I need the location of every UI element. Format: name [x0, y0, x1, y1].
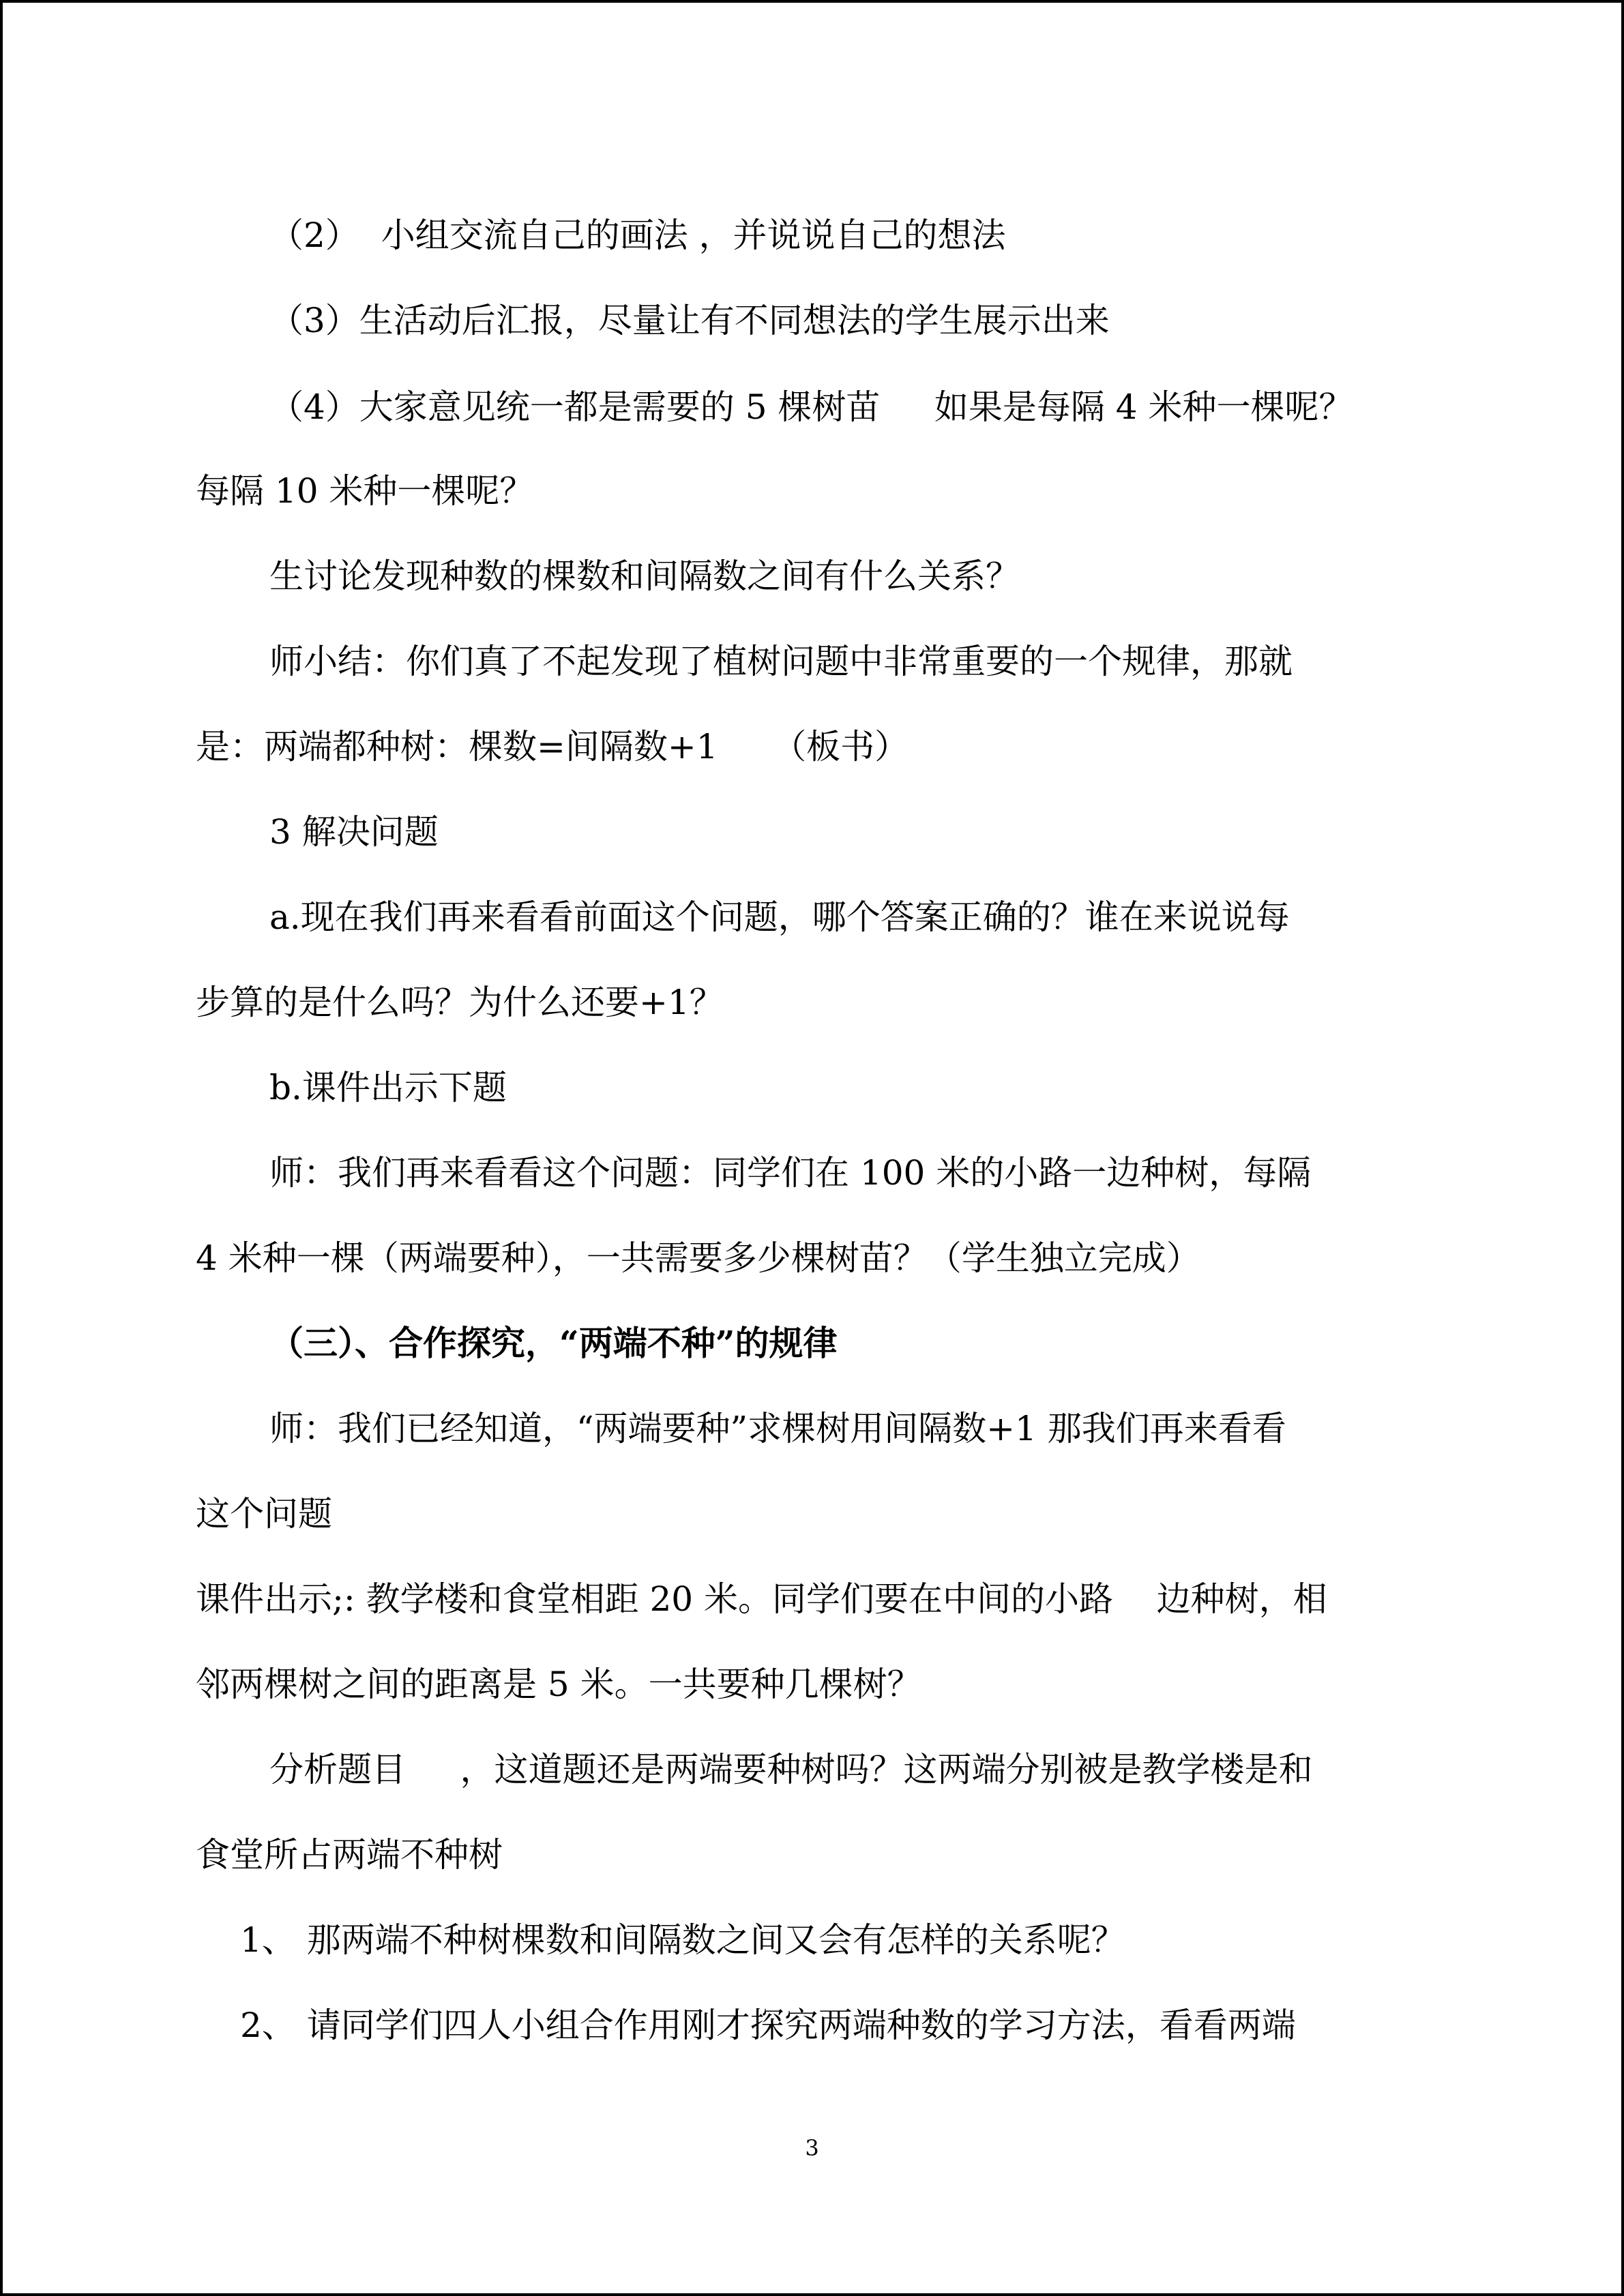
section-heading-3: （三）、合作探究，“两端不种”的规律	[269, 1323, 838, 1363]
list-item-1: 1、 那两端不种树棵数和间隔数之间又会有怎样的关系呢？	[240, 1920, 1125, 1960]
paragraph-teacher-summary: 师小结：你们真了不起发现了植树问题中非常重要的一个规律，那就	[269, 642, 1293, 681]
paragraph-analysis-cont: 食堂所占两端不种树	[196, 1835, 503, 1875]
page-number: 3	[805, 2135, 819, 2161]
paragraph-teacher-intro-cont: 这个问题	[196, 1494, 332, 1534]
paragraph-analysis: 分析题目 ，这道题还是两端要种树吗？这两端分别被是教学楼是和	[269, 1750, 1313, 1789]
paragraph-courseware-problem-cont: 邻两棵树之间的距离是 5 米。一共要种几棵树？	[196, 1665, 921, 1704]
paragraph-teacher-intro: 师：我们已经知道，“两端要种”求棵树用间隔数+1 那我们再来看看	[269, 1409, 1286, 1448]
heading-solve-problem: 3 解决问题	[269, 812, 439, 852]
paragraph-step-3: （3）生活动后汇报，尽量让有不同想法的学生展示出来	[269, 301, 1110, 340]
list-item-2: 2、 请同学们四人小组合作用刚才探究两端种数的学习方法，看看两端	[240, 2006, 1296, 2045]
paragraph-student-discussion: 生讨论发现种数的棵数和间隔数之间有什么关系？	[269, 556, 1020, 596]
paragraph-courseware-problem: 课件出示;: 教学楼和食堂相距 20 米。同学们要在中间的小路 边种树，相	[196, 1579, 1327, 1619]
paragraph-step-4: （4）大家意见统一都是需要的 5 棵树苗 如果是每隔 4 米种一棵呢？	[269, 387, 1353, 427]
paragraph-step-2: （2） 小组交流自己的画法 ，并说说自己的想法	[269, 215, 1006, 255]
paragraph-step-4-cont: 每隔 10 米种一棵呢？	[196, 471, 534, 511]
paragraph-teacher-question-cont: 4 米种一棵（两端要种），一共需要多少棵树苗？（学生独立完成）	[196, 1238, 1200, 1278]
paragraph-item-a-cont: 步算的是什么吗？为什么还要+1？	[196, 983, 724, 1022]
paragraph-item-b: b.课件出示下题	[269, 1068, 507, 1107]
paragraph-teacher-question: 师：我们再来看看这个问题：同学们在 100 米的小路一边种树，每隔	[269, 1153, 1312, 1193]
paragraph-teacher-summary-cont: 是：两端都种树：棵数=间隔数+1 （板书）	[196, 727, 909, 766]
paragraph-item-a: a.现在我们再来看看前面这个问题，哪个答案正确的？谁在来说说每	[269, 897, 1290, 937]
